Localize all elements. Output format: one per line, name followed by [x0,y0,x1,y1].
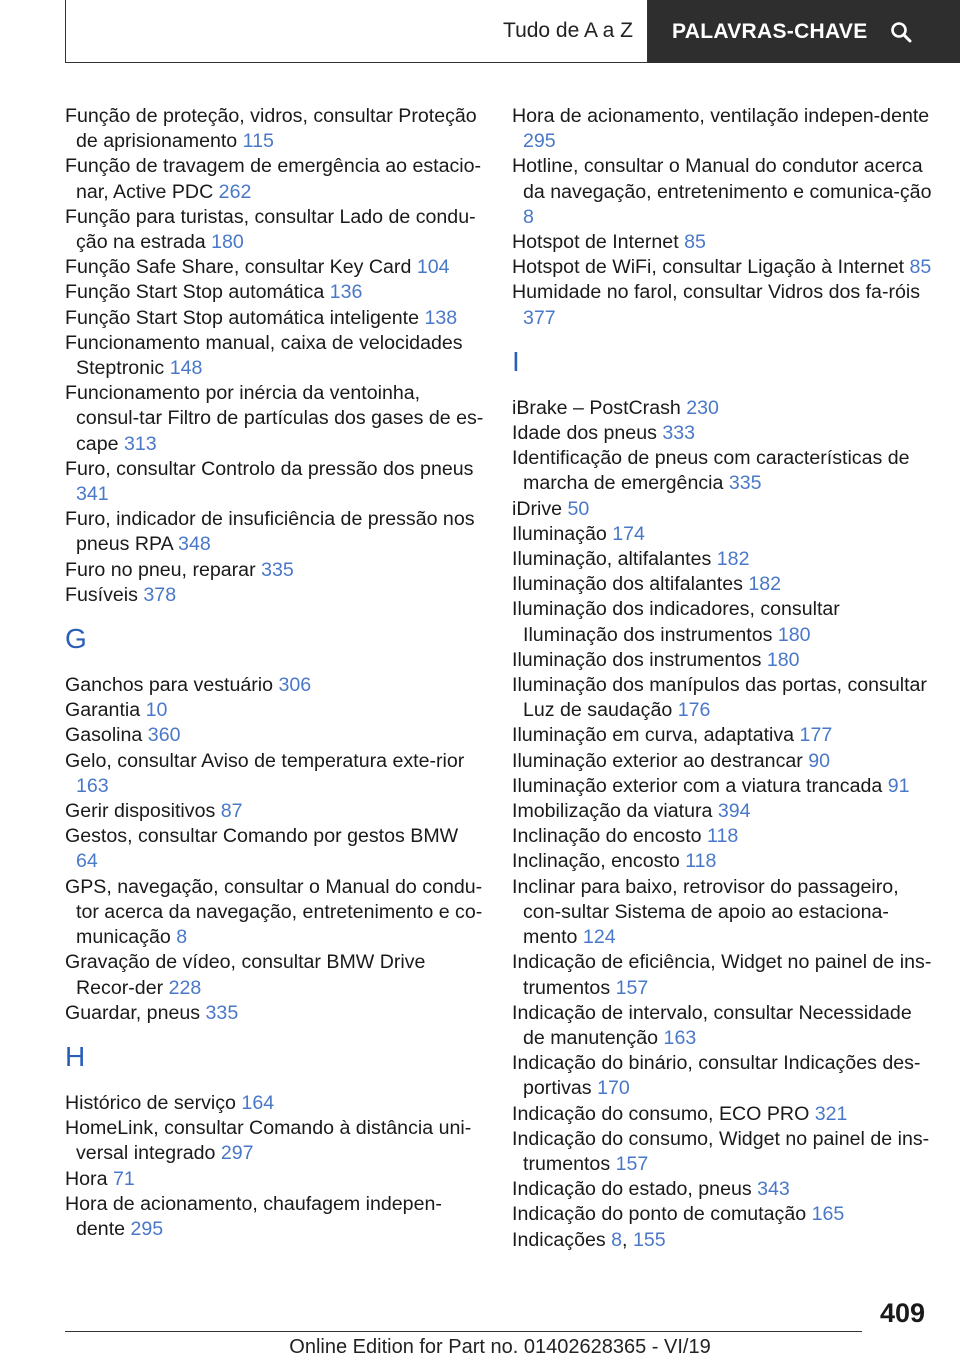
index-entry-text: Indicação de eficiência, Widget no painel de ins‐trumentos [512,951,932,999]
index-entry [512,154,932,230]
page-link[interactable]: 262 [218,180,252,203]
index-entry [65,255,485,280]
index-entry [65,457,485,507]
index-entry-text: HomeLink, consultar Comando à distância uni‐versal integrado [65,1117,472,1165]
page-link[interactable]: 378 [143,583,177,606]
index-entry-text: Fusíveis [65,583,138,606]
index-entry [512,723,932,748]
index-entry [512,230,932,255]
index-entry-text: Humidade no farol, consultar Vidros dos fa‐róis [512,281,921,304]
index-entry: Indicações 8, 155 [512,1228,666,1251]
index-entry [65,875,485,951]
index-entry [65,1091,485,1116]
page-link[interactable]: 297 [220,1142,254,1165]
index-entry-text: Indicação do consumo, ECO PRO [512,1102,810,1125]
index-entry [65,306,485,331]
index-entry-text: Indicação do consumo, Widget no painel de ins‐trumentos [512,1127,930,1175]
page-link[interactable]: 148 [169,357,203,380]
header-tabs [65,0,960,63]
page-link[interactable]: 343 [757,1178,790,1201]
page-link[interactable]: 174 [612,522,645,545]
index-entry [65,205,485,255]
tab-a-to-z[interactable] [65,0,648,63]
index-entry-text: Gravação de vídeo, consultar BMW Drive Recor‐der [65,951,426,999]
index-entry-text: Função de proteção, vidros, consultar Proteção de aprisionamento [65,105,477,153]
index-entry-text: Hora de acionamento, chaufagem indepen‐dente [65,1192,442,1240]
index-entry [65,950,485,1000]
index-entry-text: Iluminação exterior com a viatura trancada [512,774,883,797]
page-link[interactable]: 377 [523,306,556,329]
page-link[interactable]: 176 [677,699,711,722]
page-link[interactable]: 182 [716,548,750,571]
index-entry [512,522,932,547]
index-entry-text: Funcionamento por inércia da ventoinha, consul‐tar Filtro de partículas dos gases de es‐cape [65,382,484,455]
index-entry-text: Imobilização da viatura [512,800,713,823]
page-link[interactable]: 64 [76,850,98,873]
index-entry-text: Iluminação, altifalantes [512,548,712,571]
index-entry-text: iDrive [512,497,563,520]
index-entry-text: Iluminação dos manípulos das portas, consultar Luz de saudação [512,674,927,722]
index-entry [512,1127,932,1177]
tab-keywords[interactable] [648,0,960,63]
page-link[interactable]: 124 [582,926,616,949]
page-link[interactable]: 333 [662,422,696,445]
index-letter-heading: H [65,1040,86,1072]
index-entry-text: Funcionamento manual, caixa de velocidades Steptronic [65,331,463,380]
page-link[interactable]: 85 [909,256,932,279]
page-link[interactable]: 115 [242,130,274,153]
index-entry-text: Identificação de pneus com características de marcha de emergência [512,447,910,495]
index-entry [512,255,932,280]
index-entry-text: Iluminação dos instrumentos [512,648,762,671]
index-entry-text: Iluminação exterior ao destrancar [512,749,803,772]
tab-a-to-z-label: Tudo de A a Z [503,19,633,42]
page-link[interactable]: 87 [220,800,243,823]
index-entry-text: Iluminação dos indicadores, consultar Iluminação dos instrumentos [512,598,840,646]
index-entry [512,421,932,446]
page-link[interactable]: 306 [278,674,312,697]
page-link[interactable]: 136 [329,281,363,304]
index-entry [512,280,932,330]
index-entry [512,1051,932,1101]
index-entry [512,749,932,774]
index-entry-text: Guardar, pneus [65,1001,201,1024]
index-entry-text: Hotspot de Internet [512,231,679,254]
index-entry [65,104,485,154]
index-entry [512,1001,932,1051]
index-entry-text: Função Safe Share, consultar Key Card [65,256,412,279]
page-link[interactable]: 157 [615,976,649,999]
index-entry [512,572,932,597]
index-entry-text: Gasolina [65,724,143,747]
index-entry-text: Função para turistas, consultar Lado de condu‐ção na estrada [65,205,476,254]
page-link[interactable]: 295 [130,1217,164,1240]
index-entry [512,396,932,421]
page-link[interactable]: 90 [808,749,831,772]
index-entry-text: Indicação de intervalo, consultar Necessidade de manutenção [512,1001,912,1049]
index-entry [512,673,932,723]
index-letter-heading: G [65,623,87,655]
index-entry-text: Furo no pneu, reparar [65,558,256,581]
page-link[interactable]: 118 [685,850,717,873]
page-link[interactable]: 230 [686,396,719,419]
index-entry [65,824,485,874]
index-entry-text: iBrake – PostCrash [512,396,681,419]
page-link[interactable]: 50 [567,497,590,520]
index-entry-text: Iluminação em curva, adaptativa [512,724,795,747]
index-entry-text: Função Start Stop automática [65,281,325,304]
index-entry-text: Gelo, consultar Aviso de temperatura exte‐rior [65,749,465,772]
page-link[interactable]: 335 [205,1001,239,1024]
index-entry [512,648,932,673]
page-link[interactable]: 228 [168,976,202,999]
page-link[interactable]: 170 [597,1077,630,1100]
index-entry [512,774,932,799]
index-entry-text: Indicações [512,1228,606,1251]
page-link[interactable]: 394 [717,800,751,823]
page-link[interactable]: 8 [611,1228,623,1251]
index-entry-text: Função de travagem de emergência ao estacio‐nar, Active PDC [65,155,482,203]
page-link[interactable]: 180 [211,231,244,254]
page-link[interactable]: 10 [145,699,168,722]
index-entry-text: Idade dos pneus [512,422,657,445]
index-entry-text: Indicação do estado, pneus [512,1178,752,1201]
index-entry-text: Furo, indicador de insuficiência de pressão nos pneus RPA [65,508,475,556]
page-link[interactable]: 157 [615,1152,649,1175]
page-link[interactable]: 295 [523,130,556,153]
page-link[interactable]: 155 [632,1228,666,1251]
index-entry [512,497,932,522]
page-link[interactable]: 8 [176,926,188,949]
page-link[interactable]: 118 [707,825,739,848]
footer-text: Online Edition for Part no. 01402628365 - VI/19 [289,1336,711,1358]
page-link[interactable]: 335 [261,558,294,581]
page-link[interactable]: 313 [123,432,157,455]
index-entry [65,583,485,608]
page-link[interactable]: 348 [178,533,211,556]
index-entry [65,723,485,748]
page-link[interactable]: 71 [112,1167,135,1190]
page-link[interactable]: 163 [76,774,109,797]
index-entry [65,280,485,305]
index-entry [65,1192,485,1242]
index-entry [512,1177,932,1202]
index-entry-text: Iluminação dos altifalantes [512,573,743,596]
index-entry [512,1102,932,1127]
page-link[interactable]: 182 [748,573,782,596]
index-entry [512,875,932,951]
index-letter-heading: I [512,345,520,377]
index-entry-text: Gerir dispositivos [65,800,216,823]
index-entry-text: GPS, navegação, consultar o Manual do condu‐tor acerca da navegação, entretenimento e co‐municação [65,875,483,949]
page-link[interactable]: 91 [887,774,910,797]
index-entry-text: Garantia [65,699,141,722]
index-entry-text: Hora de acionamento, ventilação indepen‐dente [512,105,930,127]
page-link[interactable]: 177 [799,724,833,747]
page-link[interactable]: 163 [663,1026,697,1049]
index-entry-text: Hotspot de WiFi, consultar Ligação à Internet [512,256,905,279]
index-entry [512,597,932,647]
index-entry [65,381,485,457]
index-entry [65,331,485,381]
index-entry [65,558,485,583]
index-entry [512,1202,932,1227]
index-entry-text: Iluminação [512,522,607,545]
page-link[interactable]: 180 [777,623,811,646]
search-icon [890,21,912,43]
page-link[interactable]: 321 [814,1102,848,1125]
index-entry [65,1116,485,1166]
index-entry-text: Hotline, consultar o Manual do condutor acerca da navegação, entretenimento e comunica‐ção [512,155,932,203]
index-entry-text: Inclinação, encosto [512,850,680,873]
index-entry [512,824,932,849]
index-column-left [65,104,485,1242]
index-entry [512,547,932,572]
index-entry-text: Indicação do binário, consultar Indicações des‐portivas [512,1052,921,1100]
index-entry-text: Inclinar para baixo, retrovisor do passageiro, con‐sultar Sistema de apoio ao estaciona‐mento [512,875,899,949]
page-link[interactable]: 164 [241,1091,275,1114]
index-entry-text: Hora [65,1167,108,1190]
page-link[interactable]: 104 [416,256,450,279]
page-link[interactable]: 180 [766,648,800,671]
index-entry [512,446,932,496]
page-link[interactable]: 335 [728,472,762,495]
index-entry-text: Inclinação do encosto [512,825,702,848]
page-link[interactable]: 360 [147,724,181,747]
index-entry [512,849,932,874]
index-entry-text: Função Start Stop automática inteligente [65,306,419,329]
index-entry-text: Indicação do ponto de comutação [512,1203,807,1226]
index-entry [65,698,485,723]
index-entry [512,950,932,1000]
tab-keywords-label: PALAVRAS-CHAVE [672,19,868,43]
index-entry [65,1001,485,1026]
index-entry [65,673,485,698]
page-number: 409 [879,1298,925,1328]
page-link[interactable]: 8 [523,205,534,228]
index-column-right [512,104,932,1253]
index-entry-text: Ganchos para vestuário [65,674,274,697]
page-link[interactable]: 138 [424,306,458,329]
page-link[interactable]: 165 [811,1203,845,1226]
index-entry [65,1167,485,1192]
index-entry [512,104,932,154]
footer-rule [65,1331,862,1332]
index-entry-text: Gestos, consultar Comando por gestos BMW [65,825,459,848]
index-entry [65,799,485,824]
index-entry [65,507,485,557]
index-entry-text: Furo, consultar Controlo da pressão dos pneus [65,457,474,480]
index-entry [65,154,485,204]
page-link[interactable]: 341 [76,483,109,506]
page-link[interactable]: 85 [684,231,706,254]
index-entry [512,799,932,824]
index-entry-text: Histórico de serviço [65,1091,236,1114]
index-entry [65,749,485,799]
